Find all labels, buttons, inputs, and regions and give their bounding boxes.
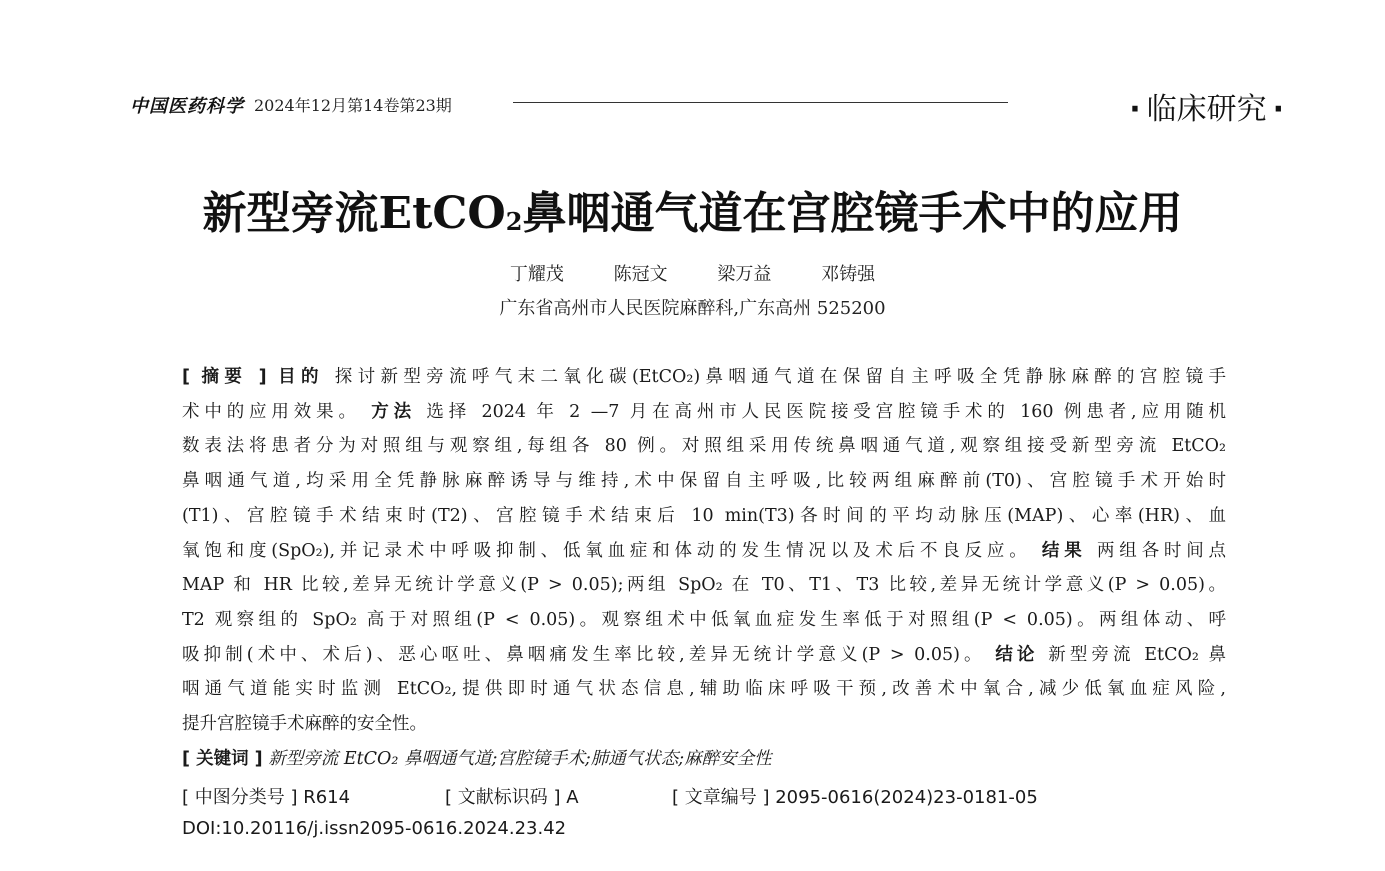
section-dot-left: · <box>1129 92 1141 127</box>
clc-number: [ 中图分类号 ] R614 <box>182 787 351 808</box>
abstract-text: 术中的应用效果。 <box>182 401 372 422</box>
abstract-section-label: [ 摘要 ] 目的 <box>182 367 324 387</box>
abstract-section-label: 结论 <box>995 644 1039 665</box>
section-label: 临床研究 <box>1146 92 1267 127</box>
abstract-line <box>182 395 1226 430</box>
abstract-line <box>182 672 1226 707</box>
abstract-text: 数表法将患者分为对照组与观察组,每组各 80 例。对照组采用传统鼻咽通气道,观察组接受新型旁流 EtCO₂ <box>182 436 1226 457</box>
abstract-section-label: 结果 <box>1041 540 1087 561</box>
abstract-text: (T1)、宫腔镜手术结束时(T2)、宫腔镜手术结束后 10 min(T3)各时间的平均动脉压(MAP)、心率(HR)、血 <box>182 505 1226 526</box>
abstract-line <box>182 464 1226 499</box>
title-subscript: 2 <box>505 207 523 237</box>
keywords <box>182 745 772 770</box>
keywords-text: 新型旁流 EtCO₂ 鼻咽通气道;宫腔镜手术;肺通气状态;麻醉安全性 <box>268 749 772 769</box>
title-part-1: 新型旁流EtCO <box>202 188 506 240</box>
title-part-2: 鼻咽通气道在宫腔镜手术中的应用 <box>522 188 1183 240</box>
abstract-text: 吸抑制(术中、术后)、恶心呕吐、鼻咽痛发生率比较,差异无统计学意义(P > 0.05)。 <box>182 644 996 665</box>
author-list <box>0 260 1385 286</box>
doi: DOI:10.20116/j.issn2095-0616.2024.23.42 <box>182 818 567 839</box>
document-code: [ 文献标识码 ] A <box>445 787 579 808</box>
keywords-label: [ 关键词 ] <box>182 749 263 769</box>
abstract <box>182 360 1226 742</box>
abstract-text: 鼻咽通气道,均采用全凭静脉麻醉诱导与维持,术中保留自主呼吸,比较两组麻醉前(T0)、宫腔镜手术开始时 <box>182 471 1226 492</box>
abstract-line <box>182 568 1226 603</box>
journal-logo: 中国医药科学 <box>130 96 244 117</box>
abstract-line <box>182 534 1226 569</box>
article-title <box>0 177 1385 241</box>
abstract-text: 两组各时间点 <box>1086 540 1226 561</box>
abstract-line <box>182 360 1226 395</box>
article-number: [ 文章编号 ] 2095-0616(2024)23-0181-05 <box>672 787 1038 808</box>
header-divider <box>513 102 1008 103</box>
abstract-text: 咽通气道能实时监测 EtCO₂,提供即时通气状态信息,辅助临床呼吸干预,改善术中氧合,减少低氧血症风险, <box>182 679 1226 700</box>
author-name: 邓铸强 <box>821 264 876 285</box>
abstract-text: T2 观察组的 SpO₂ 高于对照组(P < 0.05)。观察组术中低氧血症发生率低于对照组(P < 0.05)。两组体动、呼 <box>182 609 1226 630</box>
section-dot-right: · <box>1272 92 1284 127</box>
classification-row <box>182 783 1226 811</box>
abstract-line <box>182 638 1226 673</box>
abstract-text: 探讨新型旁流呼气末二氧化碳(EtCO₂)鼻咽通气道在保留自主呼吸全凭静脉麻醉的宫腔镜手 <box>323 367 1226 387</box>
abstract-text: MAP 和 HR 比较,差异无统计学意义(P > 0.05);两组 SpO₂ 在 T0、T1、T3 比较,差异无统计学意义(P > 0.05)。 <box>182 575 1226 596</box>
section-tag <box>1123 84 1290 128</box>
abstract-line <box>182 707 1226 742</box>
author-name: 陈冠文 <box>613 264 668 285</box>
abstract-text: 选择 2024 年 2 —7 月在高州市人民医院接受宫腔镜手术的 160 例患者,应用随机 <box>415 401 1226 422</box>
abstract-text: 新型旁流 EtCO₂ 鼻 <box>1038 644 1226 665</box>
abstract-text: 氧饱和度(SpO₂),并记录术中呼吸抑制、低氧血症和体动的发生情况以及术后不良反应。 <box>182 540 1042 561</box>
author-name: 丁耀茂 <box>509 264 564 285</box>
running-header <box>130 88 1290 127</box>
issue-info: 2024年12月第14卷第23期 <box>254 96 452 115</box>
abstract-line <box>182 499 1226 534</box>
abstract-section-label: 方法 <box>371 401 416 422</box>
affiliation: 广东省高州市人民医院麻醉科,广东高州 525200 <box>499 298 886 319</box>
author-name: 梁万益 <box>717 264 772 285</box>
abstract-text: 提升宫腔镜手术麻醉的安全性。 <box>182 714 427 735</box>
abstract-line <box>182 603 1226 638</box>
abstract-line <box>182 429 1226 464</box>
